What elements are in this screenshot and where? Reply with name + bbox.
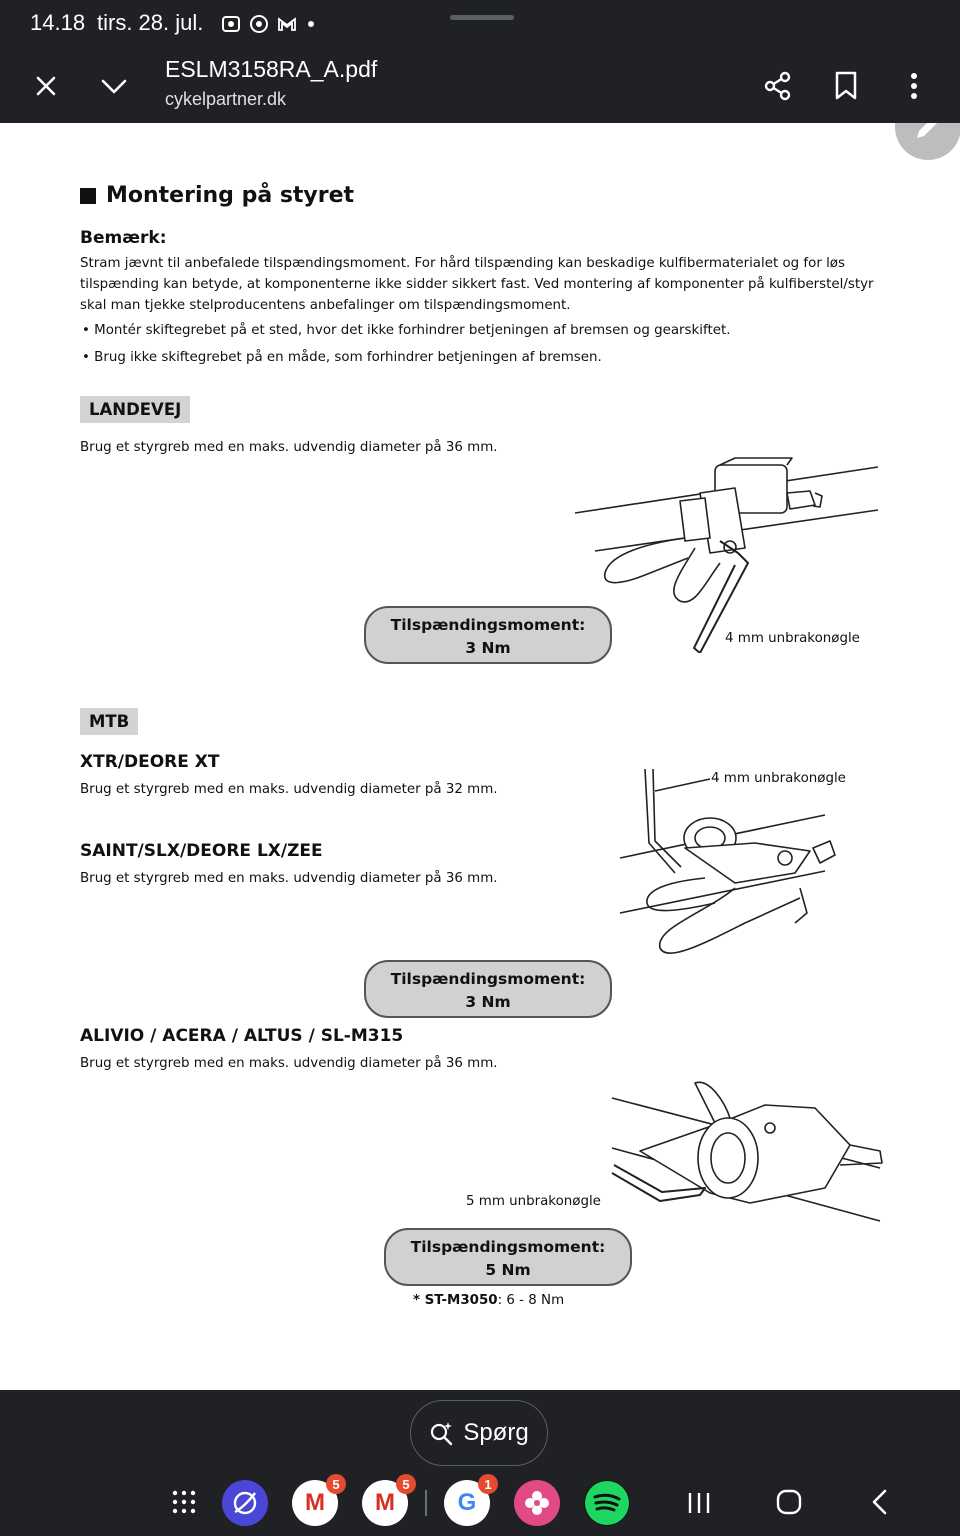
footnote — [413, 1293, 564, 1308]
bullet-item: • Brug ikke skiftegrebet på en måde, som forhindrer betjeningen af bremsen. — [82, 350, 602, 365]
alivio-text: Brug et styrgreb med en maks. udvendig diameter på 36 mm. — [80, 1056, 498, 1071]
gmail-badge: 5 — [396, 1474, 416, 1494]
saint-text: Brug et styrgreb med en maks. udvendig diameter på 36 mm. — [80, 871, 498, 886]
app-gmail-2[interactable] — [362, 1476, 410, 1526]
home-icon — [776, 1489, 802, 1515]
apps-grid-button[interactable] — [172, 1490, 196, 1518]
recents-icon — [686, 1490, 712, 1516]
torque-label: Tilspændingsmoment: — [390, 616, 586, 634]
status-time: 14.18 — [30, 10, 86, 35]
chevron-down-icon — [100, 76, 128, 96]
torque-value: 3 Nm — [465, 639, 511, 657]
document-title: ESLM3158RA_A.pdf — [165, 56, 378, 82]
document-source: cykelpartner.dk — [165, 89, 287, 109]
xtr-title: XTR/DEORE XT — [80, 752, 220, 772]
alivio-torque-box — [384, 1228, 632, 1286]
saint-title: SAINT/SLX/DEORE LX/ZEE — [80, 841, 323, 861]
gmail-icon: M — [375, 1489, 395, 1516]
more-vert-icon — [910, 72, 918, 100]
sparkle-search-icon — [429, 1420, 455, 1446]
alivio-callout: 5 mm unbrakonøgle — [466, 1194, 601, 1209]
edit-button[interactable] — [895, 123, 960, 160]
apps-grid-icon — [172, 1490, 196, 1514]
road-text: Brug et styrgreb med en maks. udvendig diameter på 36 mm. — [80, 440, 498, 455]
mtb-callout: 4 mm unbrakonøgle — [711, 771, 846, 786]
torque-value: 3 Nm — [465, 993, 511, 1011]
app-gmail[interactable] — [292, 1476, 340, 1526]
app-bar — [0, 50, 960, 123]
status-date: tirs. 28. jul. — [97, 10, 204, 35]
alivio-shifter-illustration — [600, 1073, 890, 1228]
app-google[interactable] — [444, 1476, 492, 1526]
bottom-bar — [0, 1390, 960, 1536]
edit-icon — [913, 123, 943, 142]
notification-dot-icon — [308, 21, 314, 27]
road-shifter-illustration — [570, 453, 890, 653]
gmail-badge: 5 — [326, 1474, 346, 1494]
gallery-flower-icon — [523, 1489, 551, 1517]
google-icon: G — [457, 1489, 477, 1516]
drag-handle[interactable] — [450, 15, 514, 20]
collapse-button[interactable] — [94, 66, 134, 106]
torque-label: Tilspændingsmoment: — [410, 1238, 606, 1256]
status-icons — [220, 13, 314, 35]
note-body: Stram jævnt til anbefalede tilspændingsmoment. For hård tilspænding kan beskadige kulfibermaterialet og for løs tilspænding kan betyde, at komponenterne ikke sidder sikkert fast. Ved montering af komponenter på kulfiberstel/styr skal man tjekke stelproducentens anbefalinger om tilspændingsmoment. — [80, 256, 874, 313]
spotify-icon — [584, 1480, 630, 1526]
dock-divider — [425, 1490, 427, 1516]
back-button[interactable] — [870, 1488, 890, 1520]
status-bar — [0, 0, 960, 50]
footnote-model: * ST-M3050 — [413, 1293, 498, 1308]
section-heading: Montering på styret — [80, 183, 354, 208]
close-button[interactable] — [26, 66, 66, 106]
alivio-title: ALIVIO / ACERA / ALTUS / SL-M315 — [80, 1026, 404, 1046]
google-badge: 1 — [478, 1474, 498, 1494]
gmail-status-icon — [276, 13, 298, 35]
home-button[interactable] — [776, 1489, 802, 1519]
torque-label: Tilspændingsmoment: — [390, 970, 586, 988]
back-icon — [870, 1488, 890, 1516]
screenshot-icon — [220, 13, 242, 35]
chrome-icon — [248, 13, 270, 35]
road-tag: LANDEVEJ — [80, 396, 190, 423]
footnote-value: : 6 - 8 Nm — [497, 1293, 565, 1308]
road-callout: 4 mm unbrakonøgle — [725, 631, 860, 646]
internet-icon — [230, 1488, 260, 1518]
bullet-item: • Montér skiftegrebet på et sted, hvor det ikke forhindrer betjeningen af bremsen og gearskiftet. — [82, 323, 731, 338]
torque-value: 5 Nm — [485, 1261, 531, 1279]
share-icon — [763, 71, 793, 101]
app-internet[interactable] — [222, 1480, 268, 1526]
mtb-shifter-illustration — [615, 763, 845, 973]
more-options-button[interactable] — [894, 66, 934, 106]
app-dock — [0, 1470, 960, 1536]
mtb-tag: MTB — [80, 708, 138, 735]
note-title: Bemærk: — [80, 228, 167, 248]
recents-button[interactable] — [686, 1490, 712, 1520]
bookmark-button[interactable] — [826, 66, 866, 106]
xtr-text: Brug et styrgreb med en maks. udvendig diameter på 32 mm. — [80, 782, 498, 797]
road-torque-box — [364, 606, 612, 664]
app-spotify[interactable] — [584, 1480, 630, 1526]
gmail-icon: M — [305, 1489, 325, 1516]
heading-square-icon — [80, 188, 96, 204]
mtb-torque-box — [364, 960, 612, 1018]
ask-label: Spørg — [463, 1419, 529, 1446]
pdf-page[interactable] — [0, 123, 960, 1390]
close-icon — [34, 74, 58, 98]
ask-button[interactable] — [410, 1400, 548, 1466]
share-button[interactable] — [758, 66, 798, 106]
app-gallery[interactable] — [514, 1480, 560, 1526]
bookmark-icon — [834, 71, 858, 101]
